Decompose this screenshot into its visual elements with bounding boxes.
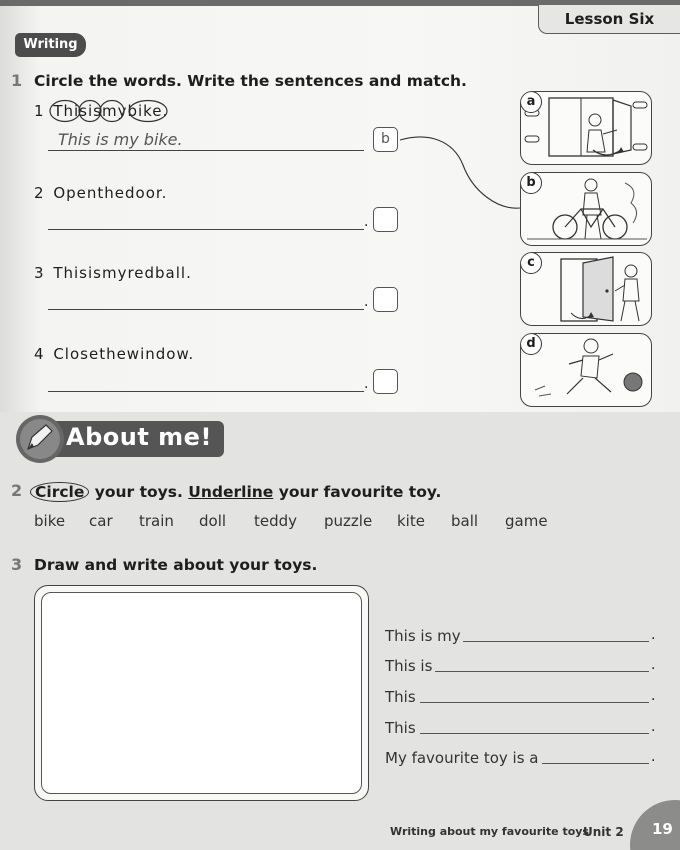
write-line-3-label: This bbox=[385, 688, 416, 706]
footer-unit: Unit 2 bbox=[583, 825, 624, 839]
lesson-tab: Lesson Six bbox=[538, 5, 680, 34]
item-2-sentence: Openthedoor. bbox=[53, 184, 168, 202]
word-kite[interactable]: kite bbox=[397, 512, 425, 530]
item-1-match-box[interactable]: b bbox=[373, 127, 398, 152]
item-3-answer-line[interactable] bbox=[48, 309, 364, 310]
item-3 bbox=[34, 264, 192, 282]
word-teddy[interactable]: teddy bbox=[254, 512, 298, 530]
picture-a-letter: a bbox=[520, 91, 542, 113]
item-3-number: 3 bbox=[34, 264, 45, 282]
picture-b-letter: b bbox=[520, 172, 542, 194]
item-1-answer-line[interactable] bbox=[48, 150, 364, 151]
exercise-2-title bbox=[34, 482, 441, 502]
about-me-title: About me! bbox=[66, 423, 212, 451]
write-line-5-label: My favourite toy is a bbox=[385, 749, 539, 767]
word-ball[interactable]: ball bbox=[451, 512, 479, 530]
item-2-period: . bbox=[364, 214, 369, 230]
item-4-match-box[interactable] bbox=[373, 369, 398, 394]
write-line-1-label: This is my bbox=[385, 627, 461, 645]
circle-word: Circle bbox=[30, 482, 89, 502]
exercise-2-title-mid: your toys. bbox=[89, 483, 189, 501]
word-doll[interactable]: doll bbox=[199, 512, 227, 530]
write-line-5-period: . bbox=[651, 749, 656, 765]
item-3-sentence: Thisismyredball. bbox=[53, 264, 192, 282]
picture-c bbox=[520, 252, 652, 326]
item-2-answer-line[interactable] bbox=[48, 229, 364, 230]
write-line-2-label: This is bbox=[385, 657, 433, 675]
write-line-1-period: . bbox=[651, 627, 656, 643]
item-4-number: 4 bbox=[34, 345, 45, 363]
drawing-area[interactable] bbox=[41, 592, 362, 794]
item-3-period: . bbox=[364, 294, 369, 310]
write-line-4-period: . bbox=[651, 719, 656, 735]
exercise-2-number: 2 bbox=[11, 481, 23, 500]
picture-b bbox=[520, 172, 652, 246]
item-1-sentence: Thisismybike. bbox=[53, 102, 169, 120]
exercise-1-number: 1 bbox=[11, 71, 23, 90]
write-line-2-period: . bbox=[651, 657, 656, 673]
write-line-3[interactable] bbox=[420, 702, 649, 703]
picture-d bbox=[520, 333, 652, 407]
match-line-icon bbox=[398, 130, 523, 215]
item-4-sentence: Closethewindow. bbox=[53, 345, 195, 363]
write-line-4-label: This bbox=[385, 719, 416, 737]
item-2-match-box[interactable] bbox=[373, 207, 398, 232]
write-line-5[interactable] bbox=[542, 763, 649, 764]
exercise-3-number: 3 bbox=[11, 555, 23, 574]
drawing-frame bbox=[34, 585, 369, 801]
item-1-answer: This is my bike. bbox=[58, 130, 183, 149]
item-4-answer-line[interactable] bbox=[48, 391, 364, 392]
write-line-2[interactable] bbox=[435, 671, 649, 672]
item-4-period: . bbox=[364, 376, 369, 392]
word-puzzle[interactable]: puzzle bbox=[324, 512, 373, 530]
exercise-2-title-end: your favourite toy. bbox=[273, 483, 442, 501]
picture-d-letter: d bbox=[520, 333, 542, 355]
page-number: 19 bbox=[652, 820, 673, 838]
item-2-number: 2 bbox=[34, 184, 45, 202]
word-train[interactable]: train bbox=[139, 512, 174, 530]
word-bike[interactable]: bike bbox=[34, 512, 66, 530]
word-game[interactable]: game bbox=[505, 512, 548, 530]
underline-word: Underline bbox=[188, 483, 274, 501]
write-line-4[interactable] bbox=[420, 733, 649, 734]
word-circles-icon bbox=[48, 97, 178, 127]
footer-caption: Writing about my favourite toys bbox=[390, 825, 589, 838]
writing-badge: Writing bbox=[15, 33, 86, 57]
item-1-number: 1 bbox=[34, 102, 45, 120]
exercise-3-title: Draw and write about your toys. bbox=[34, 556, 318, 574]
item-3-match-box[interactable] bbox=[373, 287, 398, 312]
exercise-1-title: Circle the words. Write the sentences and match. bbox=[34, 72, 467, 90]
picture-c-letter: c bbox=[520, 252, 542, 274]
word-car[interactable]: car bbox=[89, 512, 113, 530]
write-line-3-period: . bbox=[651, 688, 656, 704]
item-4 bbox=[34, 345, 194, 363]
write-line-1[interactable] bbox=[463, 641, 649, 642]
picture-a bbox=[520, 91, 652, 165]
item-2 bbox=[34, 184, 167, 202]
